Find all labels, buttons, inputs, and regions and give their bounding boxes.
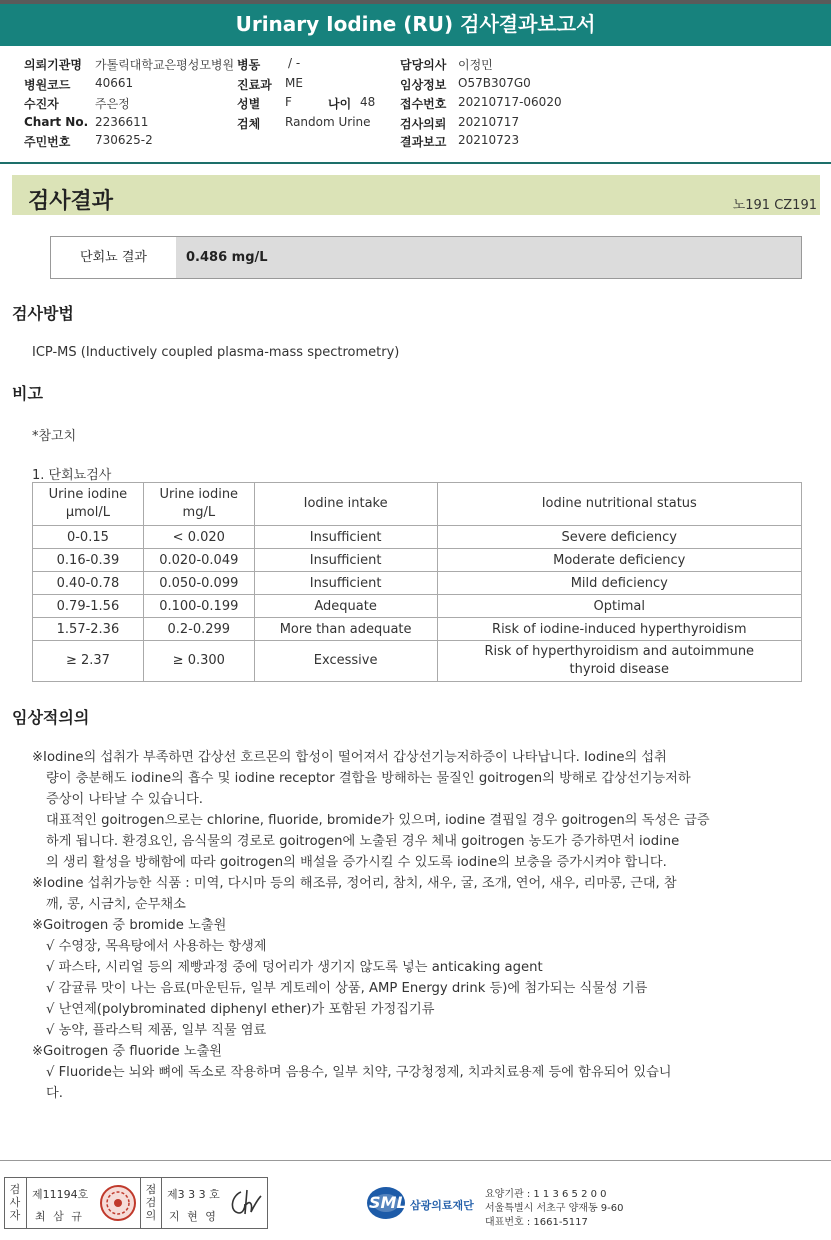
report-title: Urinary Iodine (RU) 검사결과보고서 (0, 0, 831, 46)
table-row (33, 618, 802, 641)
signature-box (4, 1177, 268, 1229)
results-title: 검사결과 (28, 189, 114, 214)
footer-divider (0, 1160, 831, 1161)
table-cell: Optimal (437, 595, 801, 618)
result-value: 0.486 mg/L (176, 237, 801, 278)
table-cell: Risk of iodine-induced hyperthyroidism (437, 618, 801, 641)
col-header-mg: Urine iodine mg/L (143, 483, 254, 526)
clinical-line: √ 파스타, 시리얼 등의 제빵과정 중에 덩어리가 생기지 않도록 넣는 anticaking agent (46, 960, 543, 975)
inspector-license: 제11194호 (32, 1188, 89, 1201)
resident-no-value: 730625-2 (95, 133, 153, 147)
physician-value: 이정민 (458, 58, 493, 72)
clinical-line: √ Fluoride는 뇌와 뼈에 독소로 작용하며 음용수, 일부 치약, 구강청정제, 치과치료용제 등에 함유되어 있습니 (46, 1065, 672, 1080)
sex-value: F (285, 95, 292, 109)
table-cell: Excessive (254, 641, 437, 682)
clinical-line: 다. (46, 1086, 63, 1101)
approver-label: 점검의 (145, 1183, 157, 1222)
clinical-line: ※Goitrogen 중 fluoride 노출원 (32, 1044, 223, 1059)
clinical-heading: 임상적의의 (12, 708, 90, 727)
clinical-line: ※Goitrogen 중 bromide 노출원 (32, 918, 227, 933)
header-divider (0, 162, 831, 164)
department-label: 진료과 (237, 78, 272, 92)
clinical-line: 하게 됩니다. 환경요인, 음식물의 경로로 goitrogen에 노출된 경우 체내 goitrogen 농도가 증가하면서 iodine (46, 834, 680, 849)
table-cell: 0.050-0.099 (143, 572, 254, 595)
table-cell: 0.020-0.049 (143, 549, 254, 572)
reference-note: *참고치 (32, 429, 77, 444)
patient-name-label: 수진자 (24, 97, 59, 111)
clinical-line: √ 난연제(polybrominated diphenyl ether)가 포함된 가정집기류 (46, 1002, 435, 1017)
table-cell: 0.40-0.78 (33, 572, 144, 595)
report-date-label: 결과보고 (400, 135, 447, 149)
table-cell: Insufficient (254, 572, 437, 595)
clinical-text (32, 747, 812, 1104)
remarks-heading: 비고 (12, 384, 43, 403)
table-row (33, 549, 802, 572)
org-code: 요양기관 : 1 1 3 6 5 2 0 0 (485, 1189, 607, 1200)
chart-no-value: 2236611 (95, 115, 149, 129)
spot-urine-subheading: 1. 단회뇨검사 (32, 468, 112, 483)
sml-logo-text: SML (369, 1193, 407, 1212)
referring-institution-value: 가톨릭대학교은평성모병원 (95, 58, 235, 72)
handwritten-signature-icon (227, 1186, 265, 1220)
col-header-status: Iodine nutritional status (437, 483, 801, 526)
method-heading: 검사방법 (12, 304, 74, 323)
col-header-umol: Urine iodine μmol/L (33, 483, 144, 526)
clinical-line: 량이 충분해도 iodine의 흡수 및 iodine receptor 결합을 방해하는 물질인 goitrogen의 방해로 갑상선기능저하 (46, 771, 691, 786)
table-row (33, 641, 802, 682)
table-cell: 0.100-0.199 (143, 595, 254, 618)
org-phone: 대표번호 : 1661-5117 (485, 1217, 588, 1228)
table-cell: Severe deficiency (437, 526, 801, 549)
table-cell: Risk of hyperthyroidism and autoimmune thyroid disease (437, 641, 801, 682)
table-cell: 0.2-0.299 (143, 618, 254, 641)
reference-table (32, 482, 802, 682)
method-text: ICP-MS (Inductively coupled plasma-mass spectrometry) (32, 345, 400, 360)
patient-name-value: 주은정 (95, 97, 130, 111)
table-cell: More than adequate (254, 618, 437, 641)
physician-label: 담당의사 (400, 58, 447, 72)
specimen-value: Random Urine (285, 115, 371, 129)
clinical-line: 의 생리 활성을 방해함에 따라 goitrogen의 배설을 증가시킬 수 있도록 iodine의 보충을 증가시켜야 합니다. (46, 855, 667, 870)
table-cell: Insufficient (254, 526, 437, 549)
department-value: ME (285, 76, 303, 90)
approver-license: 제3 3 3 호 (167, 1188, 220, 1201)
specimen-label: 검체 (237, 117, 261, 131)
ward-value: / - (288, 56, 301, 70)
age-label: 나이 (328, 97, 352, 111)
table-cell: Moderate deficiency (437, 549, 801, 572)
referring-institution-label: 의뢰기관명 (24, 58, 82, 72)
red-seal-icon (99, 1184, 137, 1222)
clinical-info-value: O57B307G0 (458, 76, 531, 90)
clinical-line: 깨, 콩, 시금치, 순무채소 (46, 897, 186, 912)
clinical-line: ※Iodine 섭취가능한 식품 : 미역, 다시마 등의 해조류, 정어리, 참치, 새우, 굴, 조개, 연어, 새우, 리마콩, 근대, 참 (32, 876, 677, 891)
clinical-line: ※Iodine의 섭취가 부족하면 갑상선 호르몬의 합성이 떨어져서 갑상선기능저하증이 나타납니다. Iodine의 섭취 (32, 750, 667, 765)
table-cell: 0-0.15 (33, 526, 144, 549)
clinical-info-label: 임상정보 (400, 78, 447, 92)
accession-no-label: 접수번호 (400, 97, 447, 111)
clinical-line: √ 감귤류 맛이 나는 음료(마운틴듀, 일부 게토레이 상품, AMP Energy drink 등)에 첨가되는 식물성 기름 (46, 981, 648, 996)
table-row (33, 572, 802, 595)
col-header-intake: Iodine intake (254, 483, 437, 526)
results-band (12, 175, 820, 215)
table-header-row (33, 483, 802, 526)
sml-logo-subtext: 삼광의료재단 (410, 1199, 474, 1212)
table-cell: < 0.020 (143, 526, 254, 549)
table-cell: 0.79-1.56 (33, 595, 144, 618)
results-code: 노191 CZ191 (732, 198, 817, 213)
hospital-code-value: 40661 (95, 76, 134, 90)
clinical-line: 증상이 나타날 수 있습니다. (46, 792, 203, 807)
table-cell: 0.16-0.39 (33, 549, 144, 572)
table-cell: Mild deficiency (437, 572, 801, 595)
table-row (33, 595, 802, 618)
request-date-label: 검사의뢰 (400, 117, 447, 131)
hospital-code-label: 병원코드 (24, 78, 71, 92)
table-cell: Adequate (254, 595, 437, 618)
inspector-name: 최 삼 규 (35, 1210, 84, 1223)
clinical-line: √ 농약, 플라스틱 제품, 일부 직물 염료 (46, 1023, 267, 1038)
approver-name: 지 현 영 (169, 1210, 218, 1223)
sex-label: 성별 (237, 97, 261, 111)
accession-no-value: 20210717-06020 (458, 95, 562, 109)
resident-no-label: 주민번호 (24, 135, 71, 149)
result-label: 단회뇨 결과 (51, 237, 177, 278)
chart-no-label: Chart No. (24, 115, 89, 129)
org-address: 서울특별시 서초구 양재동 9-60 (485, 1203, 624, 1214)
ward-label: 병동 (237, 58, 261, 72)
clinical-line: √ 수영장, 목욕탕에서 사용하는 항생제 (46, 939, 267, 954)
inspector-label: 검사자 (9, 1183, 21, 1222)
table-row (33, 526, 802, 549)
table-cell: 1.57-2.36 (33, 618, 144, 641)
table-cell: ≥ 0.300 (143, 641, 254, 682)
result-box (50, 236, 802, 279)
table-cell: Insufficient (254, 549, 437, 572)
table-cell: ≥ 2.37 (33, 641, 144, 682)
patient-info (0, 54, 831, 154)
clinical-line: 대표적인 goitrogen으로는 chlorine, fluoride, bromide가 있으며, iodine 결핍일 경우 goitrogen의 독성은 급증 (46, 813, 710, 828)
age-value: 48 (360, 95, 376, 109)
sml-logo (366, 1183, 486, 1223)
request-date-value: 20210717 (458, 115, 520, 129)
report-date-value: 20210723 (458, 133, 520, 147)
